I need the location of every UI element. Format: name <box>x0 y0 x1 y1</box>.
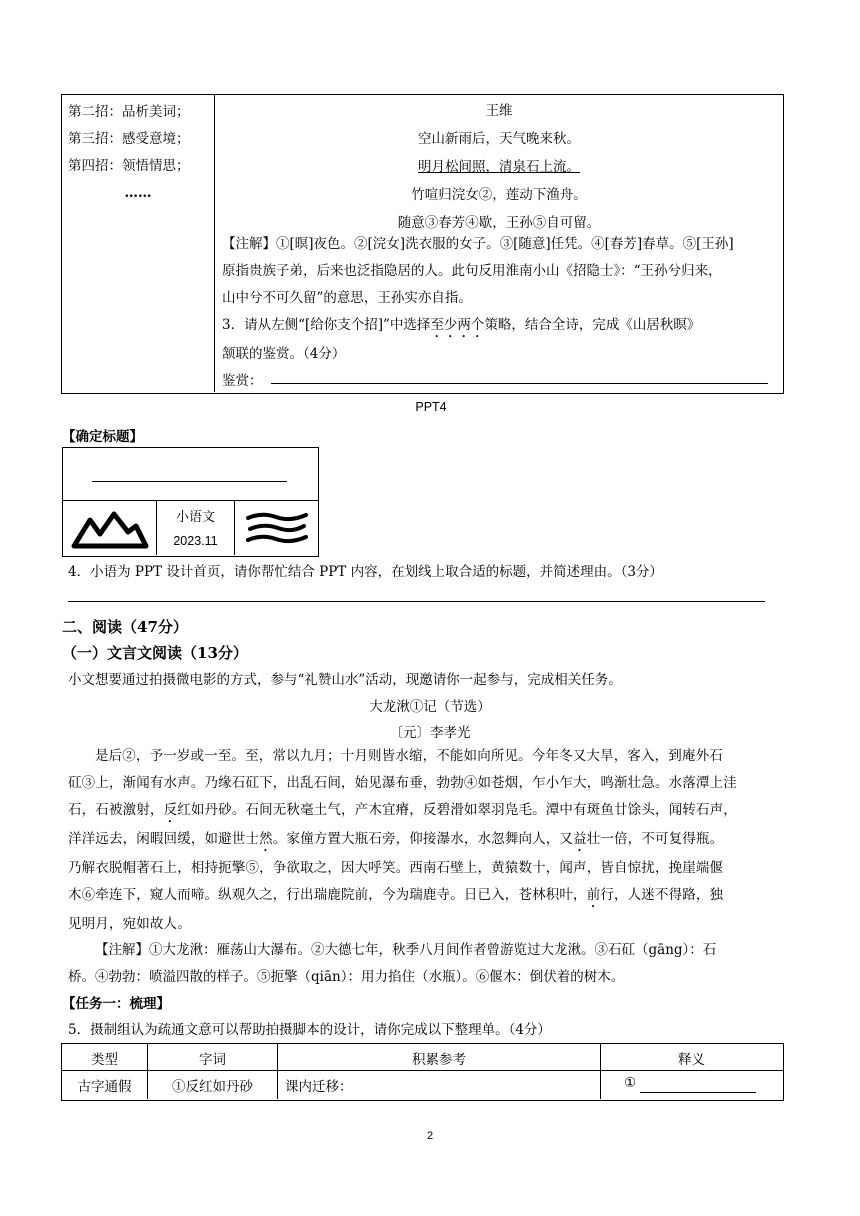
text-author: 〔元〕李孝光 <box>389 725 471 741</box>
cover-date: 2023.11 <box>173 534 218 548</box>
passage-line: 洋洋远去，闲暇回缓，如避世士然。家僮方置大瓶石旁，仰接瀑水，水忽舞向人，又益壮一倍，不可复得瓶。 <box>68 831 724 847</box>
poem-notes <box>222 231 782 395</box>
vocab-header-meaning: 释义 <box>678 1052 705 1068</box>
poem-body <box>216 97 782 237</box>
vocab-table-header-rule <box>61 1070 783 1071</box>
passage-notes <box>68 937 788 991</box>
poem-note-line: 山中兮不可久留”的意思，王孙实亦自指。 <box>222 290 472 306</box>
page-number: 2 <box>426 1130 434 1142</box>
question-4: 4．小语为 PPT 设计首页，请你帮忙结合 PPT 内容，在划线上取合适的标题，并简述理由。（3分） <box>68 564 663 580</box>
strategy-item: 第三招：感受意境； <box>68 131 190 147</box>
answer-row <box>222 368 782 395</box>
water-icon <box>242 508 312 548</box>
task-intro: 小文想要通过拍摄微电影的方式，参与“礼赞山水”活动，现邀请你一起参与，完成相关任务。 <box>68 672 622 688</box>
ppt-label: PPT4 <box>415 400 447 414</box>
passage-line: 乃解衣脱帽著石上，相持扼擎⑤，争欲取之，因大呼笑。西南石壁上，黄猿数十，闻声，皆自惊扰，挽崖端偃 <box>68 860 724 876</box>
poem-note-line: 原指贵族子弟，后来也泛指隐居的人。此句反用淮南小山《招隐士》：“王孙兮归来， <box>222 263 722 279</box>
question-3: 3．请从左侧“[给你支个招]”中选择至少两个策略，结合全诗，完成《山居秋暝》 <box>222 317 701 333</box>
strategy-item: 第四招：领悟情思； <box>68 158 190 174</box>
cover-school: 小语文 <box>175 510 215 525</box>
meaning-blank-line[interactable] <box>640 1092 756 1093</box>
vocab-cell-ref: 课内迁移： <box>285 1079 353 1095</box>
passage-note-line: 桥。④勃勃：喷溢四散的样子。⑤扼擎（qiān）：用力掐住（水瓶）。⑥偃木：倒伏着的树木。 <box>68 969 625 985</box>
section-heading-title: 【确定标题】 <box>62 429 143 445</box>
cover-col-divider-2 <box>234 500 235 555</box>
mountain-icon <box>70 506 150 551</box>
q4-answer-line[interactable] <box>68 601 765 602</box>
strategy-item: …… <box>124 185 152 201</box>
vocab-header-type: 类型 <box>91 1052 118 1068</box>
passage-line: 石，石被激射，反红如丹砂。石间无秋毫土气，产木宜瘠，反碧滑如翠羽凫毛。潭中有斑鱼廿馀头，闻转石声， <box>68 802 737 818</box>
answer-line[interactable] <box>271 383 768 384</box>
task-1-heading: 【任务一：梳理】 <box>62 996 170 1012</box>
vocab-header-ref: 积累参考 <box>412 1052 466 1068</box>
vocab-header-word: 字词 <box>199 1052 226 1068</box>
poem-author: 王维 <box>485 103 513 119</box>
poem-line: 竹喧归浣女②，莲动下渔舟。 <box>411 187 587 203</box>
passage-line: 矼③上，渐闻有水声。乃缘石矼下，出乱石间，始见瀑布垂，勃勃④如苍烟，乍小乍大，鸣渐壮急。水落潭上洼 <box>68 775 737 791</box>
passage-line: 见明月，宛如故人。 <box>68 916 191 932</box>
poem-line: 随意③春芳④歇，王孙⑤自可留。 <box>397 215 601 231</box>
passage-note-line: 【注解】①大龙湫：雁荡山大瀑布。②大德七年，秋季八月间作者曾游览过大龙湫。③石矼（gāng）：石 <box>95 942 717 958</box>
strategy-list <box>68 99 214 207</box>
text-title: 大龙湫①记（节选） <box>369 699 491 715</box>
title-blank-line[interactable] <box>92 481 287 482</box>
vocab-cell-meaning: ① <box>624 1075 637 1091</box>
vocab-cell-word: ①反红如丹砂 <box>172 1079 253 1095</box>
section-2-1-heading: （一）文言文阅读（13分） <box>62 644 248 662</box>
section-2-heading: 二、阅读（47分） <box>62 618 188 636</box>
poem-line: 空山新雨后，天气晚来秋。 <box>418 131 580 147</box>
vocab-cell-type: 古字通假 <box>77 1079 132 1095</box>
poem-line <box>216 153 782 181</box>
cover-divider <box>62 500 318 501</box>
question-5: 5．摄制组认为疏通文意可以帮助拍摄脚本的设计，请你完成以下整理单。（4分） <box>68 1022 551 1038</box>
poem-line-underlined: 明月松间照，清泉石上流。 <box>418 159 580 175</box>
passage-line: 木⑥牵连下，窥人而啼。纵观久之，行出瑞鹿院前，今为瑞鹿寺。日已入，苍林积叶，前行，人迷不得路，独 <box>68 887 724 903</box>
poem-table-divider <box>214 94 215 392</box>
poem-note-line: 【注解】①[暝]夜色。②[浣女]洗衣服的女子。③[随意]任凭。④[春芳]春草。⑤[王孙] <box>222 236 734 252</box>
passage-line: 是后②，予一岁或一至。至，常以九月；十月则皆水缩，不能如向所见。今年冬又大旱，客入，到庵外石 <box>95 748 723 764</box>
question-3-cont: 颔联的鉴赏。（4分） <box>222 346 346 362</box>
passage <box>68 743 788 938</box>
strategy-item: 第二招：品析美词； <box>68 104 190 120</box>
answer-label: 鉴赏： <box>222 373 263 389</box>
